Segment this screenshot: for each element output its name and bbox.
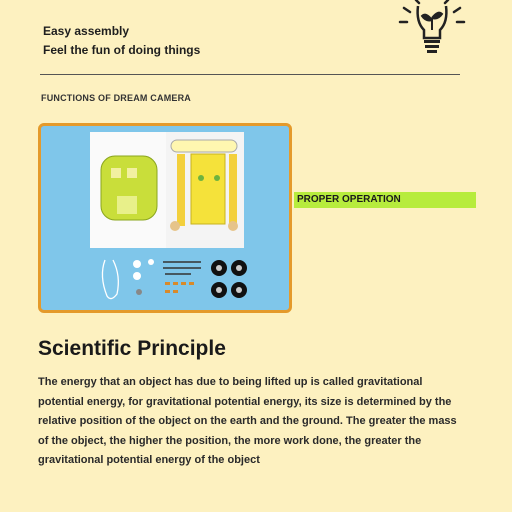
principle-heading: Scientific Principle [38,337,226,360]
principle-text: The energy that an object has due to being lifted up is called gravitational potential energy, for gravitational potential energy, its size is determined by the relative position of the object on the earth and the ground. The greater the mass of the object, the higher the position, the more work done, the greater the gravitational potential energy of the object [38,376,457,466]
lightbulb-sprout-icon [396,0,468,56]
divider [40,74,460,75]
proper-operation-label: PROPER OPERATION [294,192,476,208]
section-label: FUNCTIONS OF DREAM CAMERA [41,93,191,103]
feature-fun-of-doing: Feel the fun of doing things [43,43,201,57]
feature-easy-assembly: Easy assembly [43,24,130,38]
product-photo [38,123,292,313]
